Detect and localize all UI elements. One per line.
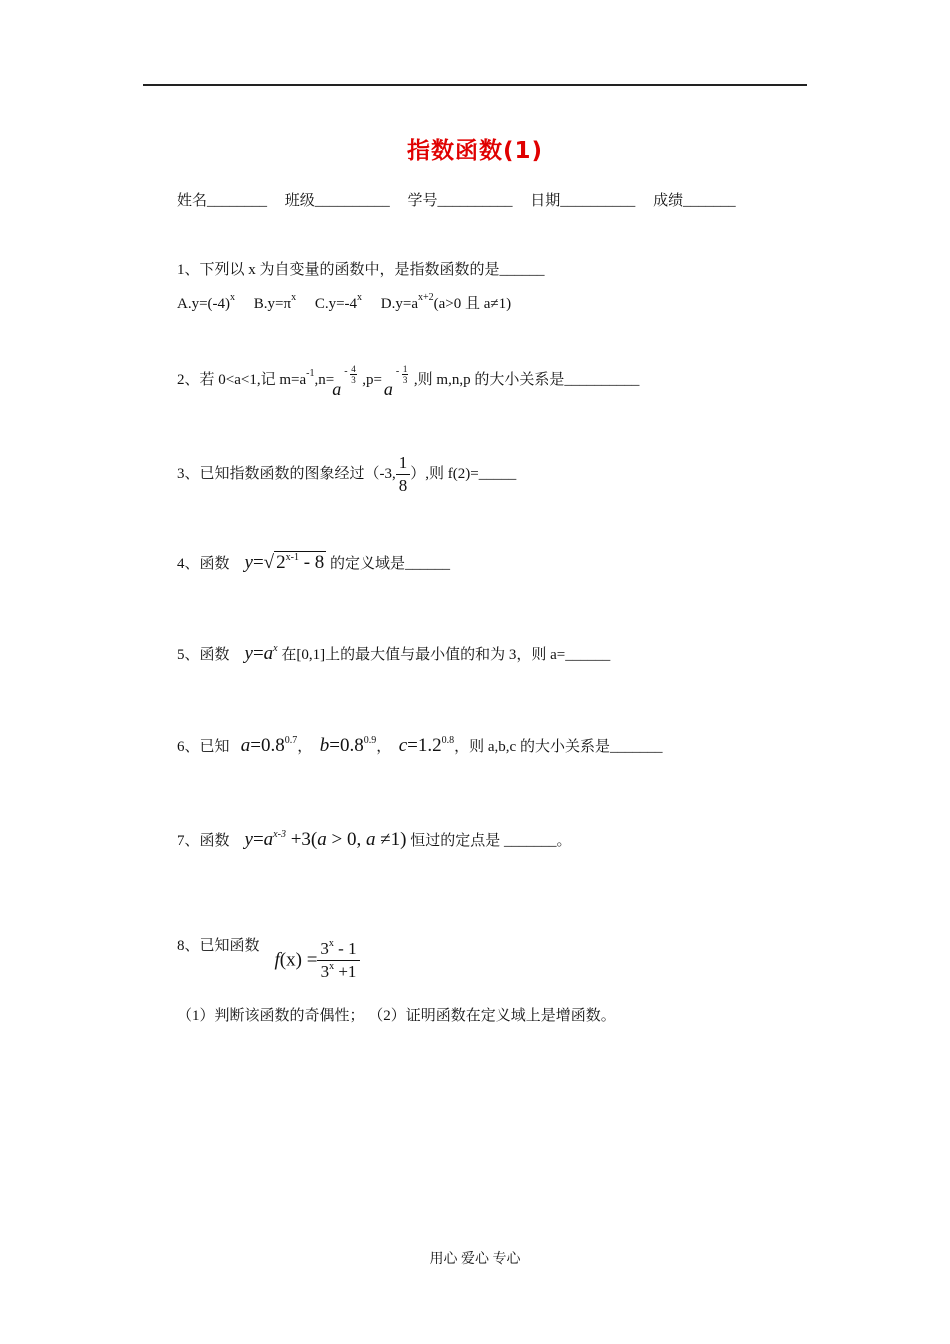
c-value: =1.2 — [407, 735, 442, 756]
class-field: 班级__________ — [284, 193, 390, 209]
n-exponent-fraction — [350, 364, 357, 385]
n-exp-numerator: 4 — [351, 364, 356, 374]
question-7 — [177, 829, 572, 851]
question-5 — [177, 643, 610, 665]
date-field: 日期__________ — [530, 193, 636, 209]
radicand-base: 2 — [276, 552, 286, 573]
question-3-suffix: ）,则 f(2)=_____ — [410, 465, 517, 482]
m-exponent: -1 — [306, 368, 315, 379]
denominator-tail: +1 — [334, 962, 357, 981]
student-info-line — [177, 189, 750, 210]
header-rule — [143, 84, 807, 86]
question-5-prefix: 5、函数 — [177, 647, 230, 663]
option-d-exp: x+2 — [418, 292, 434, 303]
base-a: a — [263, 829, 274, 850]
option-a-base: A.y=(-4) — [177, 296, 231, 312]
denominator-exponent: x — [329, 961, 335, 972]
n-base: a — [332, 379, 342, 399]
option-d-condition: (a>0 且 a≠1) — [433, 296, 512, 312]
question-3 — [177, 452, 516, 497]
name-field: 姓名________ — [177, 193, 268, 209]
number-field: 学号__________ — [407, 193, 513, 209]
condition-gt: > 0, — [326, 829, 366, 850]
question-8-subparts: （1）判断该函数的奇偶性； （2）证明函数在定义域上是增函数。 — [177, 1008, 616, 1024]
function-argument: (x) = — [279, 949, 318, 971]
exponent-x: x — [273, 643, 278, 654]
radicand — [274, 551, 326, 573]
option-b-base: B.y=π — [253, 296, 292, 312]
score-field: 成绩_______ — [653, 193, 736, 209]
c-variable: c — [398, 735, 408, 756]
question-3-prefix: 3、已知指数函数的图象经过（-3, — [177, 465, 396, 482]
page-title: 指数函数(1) — [406, 138, 544, 164]
separator: ， — [376, 739, 392, 755]
p-expression — [382, 364, 414, 399]
plus-three: +3( — [285, 829, 318, 850]
fraction-denominator: 8 — [398, 476, 408, 495]
p-minus: - — [395, 366, 400, 377]
question-2-suffix: ,则 m,n,p 的大小关系是__________ — [413, 372, 640, 388]
b-value: =0.8 — [329, 735, 364, 756]
numerator-base: 3 — [320, 939, 329, 958]
question-4 — [177, 552, 450, 574]
function-definition — [275, 938, 360, 983]
question-1-options — [177, 292, 511, 313]
equals-sign: = — [252, 552, 264, 573]
function-fraction — [317, 938, 359, 983]
numerator-tail: - 1 — [333, 939, 357, 958]
option-b — [253, 292, 297, 312]
equals-sign: = — [252, 829, 264, 850]
fraction-numerator: 1 — [396, 452, 411, 475]
question-8 — [177, 934, 360, 983]
a-exponent: 0.7 — [284, 735, 298, 746]
question-4-prefix: 4、函数 — [177, 556, 230, 572]
p-base: a — [383, 379, 393, 399]
fraction-numerator — [317, 938, 359, 961]
exponent: x-3 — [273, 829, 286, 840]
option-a-exp: x — [230, 292, 236, 303]
numerator-exponent: x — [328, 938, 334, 949]
point-fraction — [396, 452, 411, 497]
option-d-base: D.y=a — [380, 296, 418, 312]
separator: ， — [297, 739, 313, 755]
condition-a: a — [317, 829, 327, 850]
radicand-tail: - 8 — [298, 552, 325, 573]
condition-ne: ≠1) — [375, 829, 407, 850]
y-variable: y — [244, 552, 253, 573]
y-variable: y — [244, 643, 253, 664]
question-2-n-label: ,n= — [314, 372, 335, 388]
option-a — [177, 292, 236, 312]
question-8-prefix: 8、已知函数 — [177, 938, 260, 954]
page-footer: 用心 爱心 专心 — [429, 1252, 521, 1267]
question-7-prefix: 7、函数 — [177, 833, 230, 849]
option-c-base: C.y=-4 — [314, 296, 358, 312]
condition-a2: a — [365, 829, 376, 850]
n-expression — [332, 364, 362, 399]
question-5-suffix: 在[0,1]上的最大值与最小值的和为 3，则 a=______ — [281, 647, 611, 663]
n-exp-denominator: 3 — [351, 375, 356, 385]
question-6-prefix: 6、已知 — [177, 739, 230, 755]
question-4-suffix: 的定义域是______ — [330, 556, 451, 572]
p-exp-denominator: 3 — [402, 375, 408, 385]
denominator-base: 3 — [320, 962, 330, 981]
b-variable: b — [319, 735, 330, 756]
function-name: f — [274, 949, 280, 971]
c-exponent: 0.8 — [441, 735, 455, 746]
equals-sign: = — [252, 643, 264, 664]
b-exponent: 0.9 — [363, 735, 377, 746]
question-6-suffix: ，则 a,b,c 的大小关系是_______ — [454, 739, 663, 755]
sqrt-symbol: √ — [263, 552, 275, 573]
a-variable: a — [240, 735, 251, 756]
question-2-p-label: ,p= — [362, 372, 382, 388]
option-c — [314, 292, 363, 312]
a-value: =0.8 — [250, 735, 285, 756]
question-2-prefix: 2、若 0<a<1,记 m=a — [177, 372, 307, 388]
question-2 — [177, 364, 640, 399]
base-a: a — [263, 643, 274, 664]
fraction-denominator — [317, 961, 359, 983]
n-minus: - — [344, 366, 348, 377]
y-variable: y — [244, 829, 253, 850]
question-7-suffix: 恒过的定点是 _______。 — [410, 833, 572, 849]
p-exponent-fraction — [402, 364, 409, 385]
option-c-exp: x — [357, 292, 363, 303]
option-d — [380, 292, 512, 312]
option-b-exp: x — [291, 292, 297, 303]
radicand-exponent: x-1 — [285, 552, 299, 563]
p-exp-numerator: 1 — [402, 364, 408, 374]
question-1-text: 1、下列以 x 为自变量的函数中，是指数函数的是______ — [177, 262, 545, 278]
question-6 — [177, 735, 662, 757]
